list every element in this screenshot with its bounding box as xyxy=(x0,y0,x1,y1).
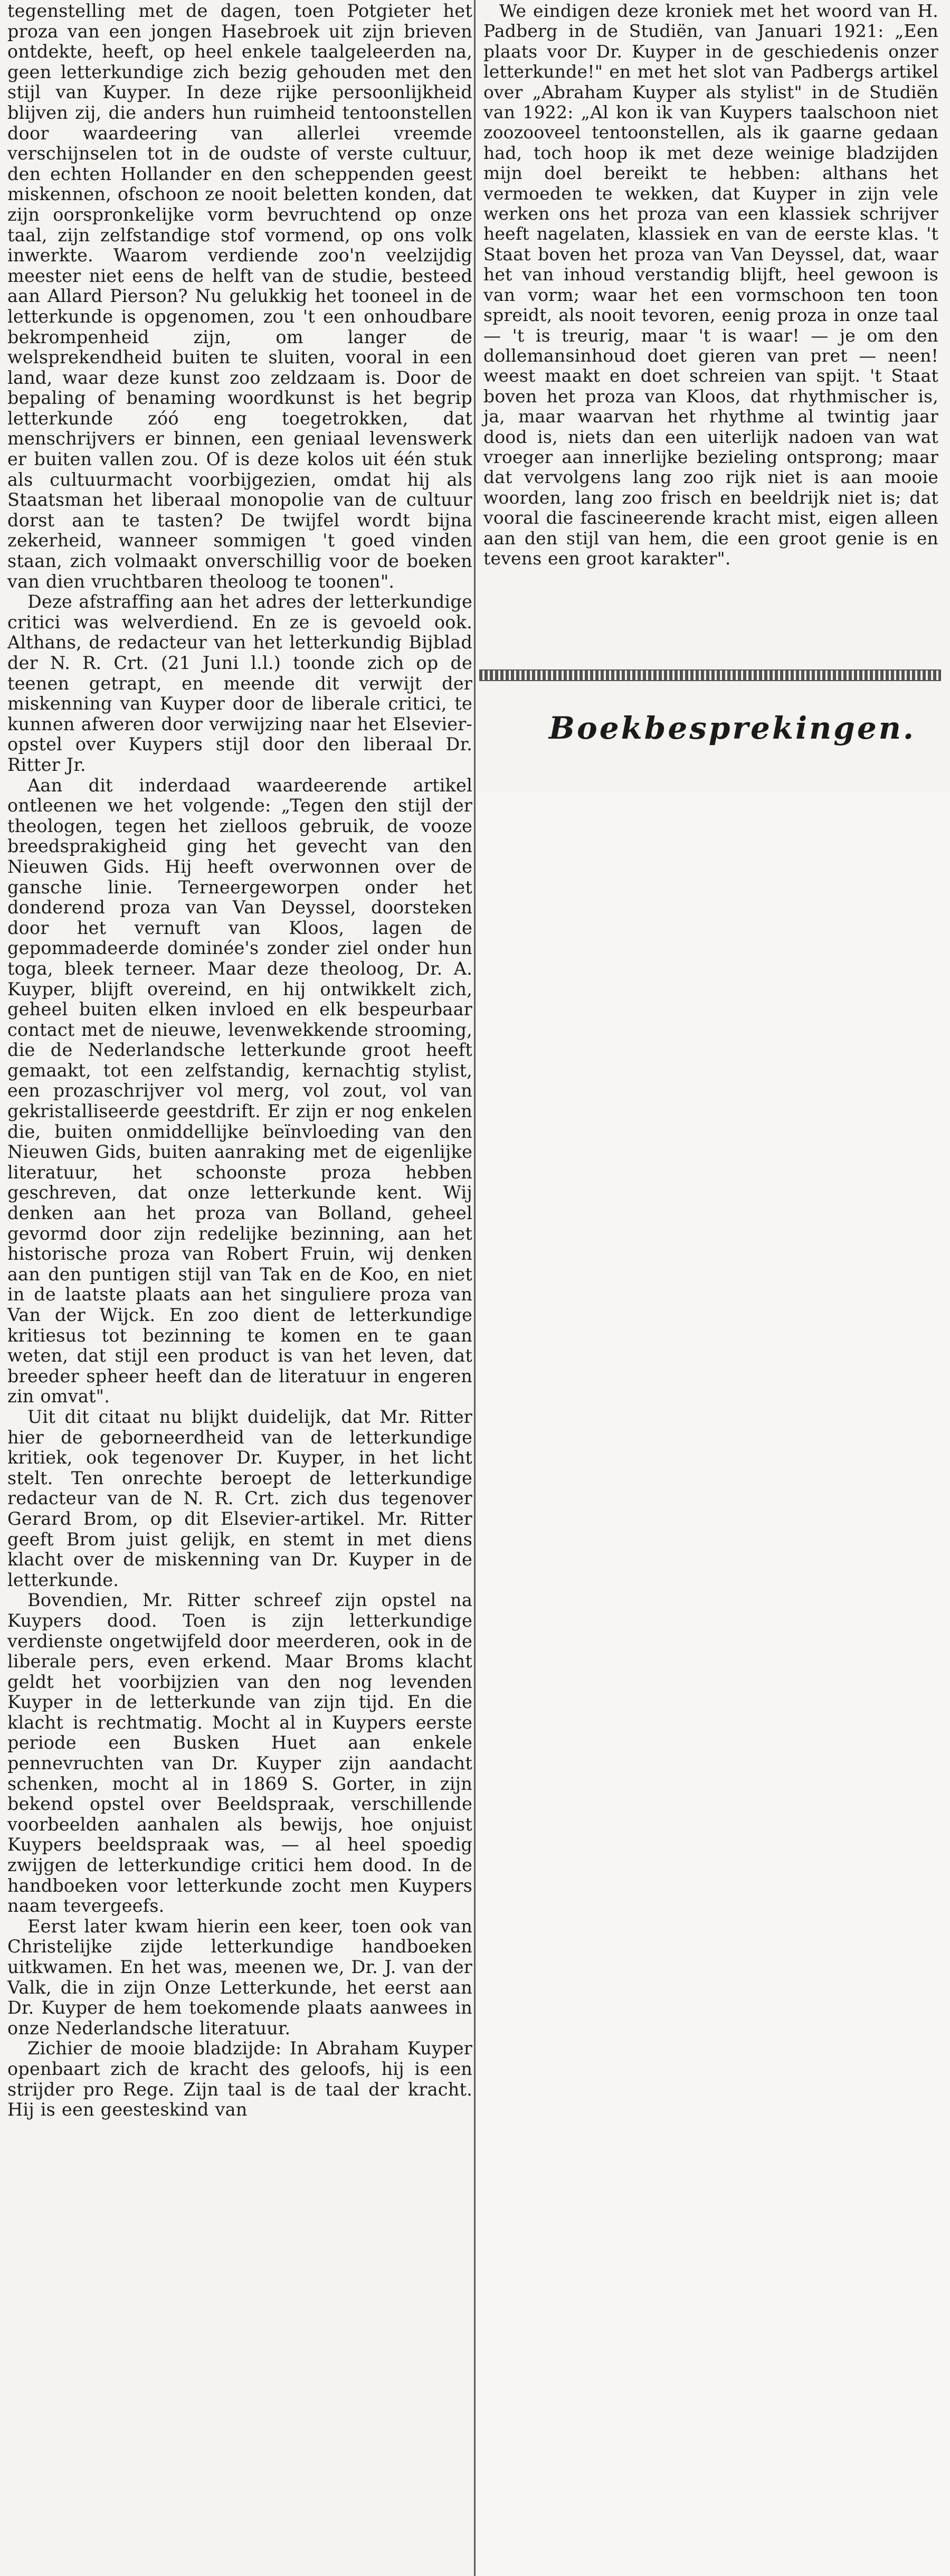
paragraph: tegenstelling met de dagen, toen Potgieter het proza van een jongen Hasebroek uit zijn brieven ontdekte, heeft, op heel enkele taalgeleerden na, geen letterkundige zich bezig gehouden met den stijl van Kuyper. In deze rijke persoonlijkheid blijven zij, die anders hun ruimheid tentoonstellen door waardeering van allerlei vreemde verschijnselen tot in de oudste of verste cultuur, den echten Hollander en den scheppenden geest miskennen, ofschoon ze nooit beletten konden, dat zijn oorspronkelijke vorm bevruchtend op onze taal, zijn zelfstandige stof vormend, op ons volk inwerkte. Waarom verdiende zoo'n veelzijdig meester niet eens de helft van de studie, besteed aan Allard Pierson? Nu gelukkig het tooneel in de letterkunde is opgenomen, zou 't een onhoudbare bekrompenheid zijn, om langer de welsprekendheid buiten te sluiten, vooral in een land, waar deze kunst zoo zeldzaam is. Door de bepaling of benaming woordkunst is het begrip letterkunde zóó eng toegetrokken, dat menschrijvers er binnen, een geniaal levenswerk er buiten vallen zou. Of is deze kolos uit één stuk als cultuurmacht voorbijgezien, omdat hij als Staatsman het liberaal monopolie van de cultuur dorst aan te tasten? De twijfel wordt bijna zekerheid, wanneer sommigen 't goed vinden staan, zich volmaakt onverschillig voor de boeken van dien vruchtbaren theoloog te toonen". xyxy=(7,1,472,592)
paragraph: Zichier de mooie bladzijde: In Abraham Kuyper openbaart zich de kracht des geloofs, hij is een strijder pro Rege. Zijn taal is de taal der kracht. Hij is een geesteskind van xyxy=(7,2038,472,2120)
paragraph: We eindigen deze kroniek met het woord van H. Padberg in de Studiën, van Januari 1921: „Een plaats voor Dr. Kuyper in de geschiedenis onzer letterkunde!" en met het slot van Padbergs artikel over „Abraham Kuyper als stylist" in de Studiën van 1922: „Al kon ik van Kuypers taalschoon niet zoozooveel tentoonstellen, als ik gaarne gedaan had, toch hoop ik met deze weinige bladzijden mijn doel bereikt te hebben: althans het vermoeden te wekken, dat Kuyper in zijn vele werken ons het proza van een klassiek schrijver heeft nagelaten, klassiek en van de eerste klas. 't Staat boven het proza van Van Deyssel, dat, waar het van inhoud verstandig blijft, heel gewoon is van vorm; waar het een vormschoon ten toon spreidt, als nooit tevoren, eenig proza in onze taal — 't is treurig, maar 't is waar! — je om den dollemansinhoud doet gieren van pret — neen! weest maakt en doet schreien van spijt. 't Staat boven het proza van Kloos, dat rhythmischer is, ja, maar waarvan het rhythme al twintig jaar dood is, niets dan een uiterlijk nadoen van wat vroeger aan innerlijke bezieling ontsprong; maar dat vervolgens lang zoo rijk niet is aan mooie woorden, lang zoo frisch en beeldrijk niet is; dat vooral die fascineerende kracht mist, eigen alleen aan den stijl van hem, die een groot genie is en tevens een groot karakter". xyxy=(483,1,938,569)
blank-column-area xyxy=(478,792,950,2576)
column-divider xyxy=(474,0,476,2576)
paragraph: Bovendien, Mr. Ritter schreef zijn opstel na Kuypers dood. Toen is zijn letterkundige verdienste ongetwijfeld door meerderen, ook in de liberale pers, even erkend. Maar Broms klacht geldt het voorbijzien van den nog levenden Kuyper in de letterkunde van zijn tijd. En die klacht is rechtmatig. Mocht al in Kuypers eerste periode een Busken Huet aan enkele pennevruchten van Dr. Kuyper zijn aandacht schenken, mocht al in 1869 S. Gorter, in zijn bekend opstel over Beeldspraak, verschillende voorbeelden aanhalen als bewijs, hoe onjuist Kuypers beeldspraak was, — al heel spoedig zwijgen de letterkundige critici hem dood. In de handboeken voor letterkunde zocht men Kuypers naam tevergeefs. xyxy=(7,1590,472,1917)
right-column xyxy=(479,0,944,702)
section-ornament-rule xyxy=(479,669,941,681)
paragraph: Uit dit citaat nu blijkt duidelijk, dat Mr. Ritter hier de geborneerdheid van de letterkundige kritiek, ook tegenover Dr. Kuyper, in het licht stelt. Ten onrechte beroept de letterkundige redacteur van de N. R. Crt. zich dus tegenover Gerard Brom, op dit Elsevier-artikel. Mr. Ritter geeft Brom juist gelijk, en stemt in met diens klacht over de miskenning van Dr. Kuyper in de letterkunde. xyxy=(7,1406,472,1590)
paragraph: Deze afstraffing aan het adres der letterkundige critici was welverdiend. En ze is gevoeld ook. Althans, de redacteur van het letterkundig Bijblad der N. R. Crt. (21 Juni l.l.) toonde zich op de teenen getrapt, en meende dit verwijt der miskenning van Kuyper door de liberale critici, te kunnen afweren door verwijzing naar het Elsevier-opstel over Kuypers stijl door den liberaal Dr. Ritter Jr. xyxy=(7,591,472,775)
paragraph: Eerst later kwam hierin een keer, toen ook van Christelijke zijde letterkundige handboeken uitkwamen. En het was, meenen we, Dr. J. van der Valk, die in zijn Onze Letterkunde, het eerst aan Dr. Kuyper de hem toekomende plaats aanwees in onze Nederlandsche literatuur. xyxy=(7,1916,472,2039)
section-heading: Boekbesprekingen. xyxy=(549,710,916,746)
paragraph: Aan dit inderdaad waardeerende artikel ontleenen we het volgende: „Tegen den stijl der theologen, tegen het zielloos gebruik, de vooze breedsprakigheid ging het gevecht van den Nieuwen Gids. Hij heeft overwonnen over de gansche linie. Terneergeworpen onder het donderend proza van Van Deyssel, doorsteken door het vernuft van Kloos, lagen de gepommadeerde dominée's zonder ziel onder hun toga, bleek terneer. Maar deze theoloog, Dr. A. Kuyper, blijft overeind, en hij ontwikkelt zich, geheel buiten elken invloed en elk bespeurbaar contact met de nieuwe, levenwekkende strooming, die de Nederlandsche letterkunde groot heeft gemaakt, tot een zelfstandig, kernachtig stylist, een prozaschrijver vol merg, vol zout, vol van gekristalliseerde geestdrift. Er zijn er nog enkelen die, buiten onmiddellijke beïnvloeding van den Nieuwen Gids, buiten aanraking met de eigenlijke literatuur, het schoonste proza hebben geschreven, dat onze letterkunde kent. Wij denken aan het proza van Bolland, geheel gevormd door zijn redelijke bezinning, aan het historische proza van Robert Fruin, wij denken aan den puntigen stijl van Tak en de Koo, en niet in de laatste plaats aan het singuliere proza van Van der Wijck. En zoo dient de letterkundige kritiesus tot bezinning te komen en te gaan weten, dat stijl een product is van het leven, dat breeder spheer heeft dan de literatuur in engeren zin omvat". xyxy=(7,775,472,1407)
left-column xyxy=(0,0,472,2576)
